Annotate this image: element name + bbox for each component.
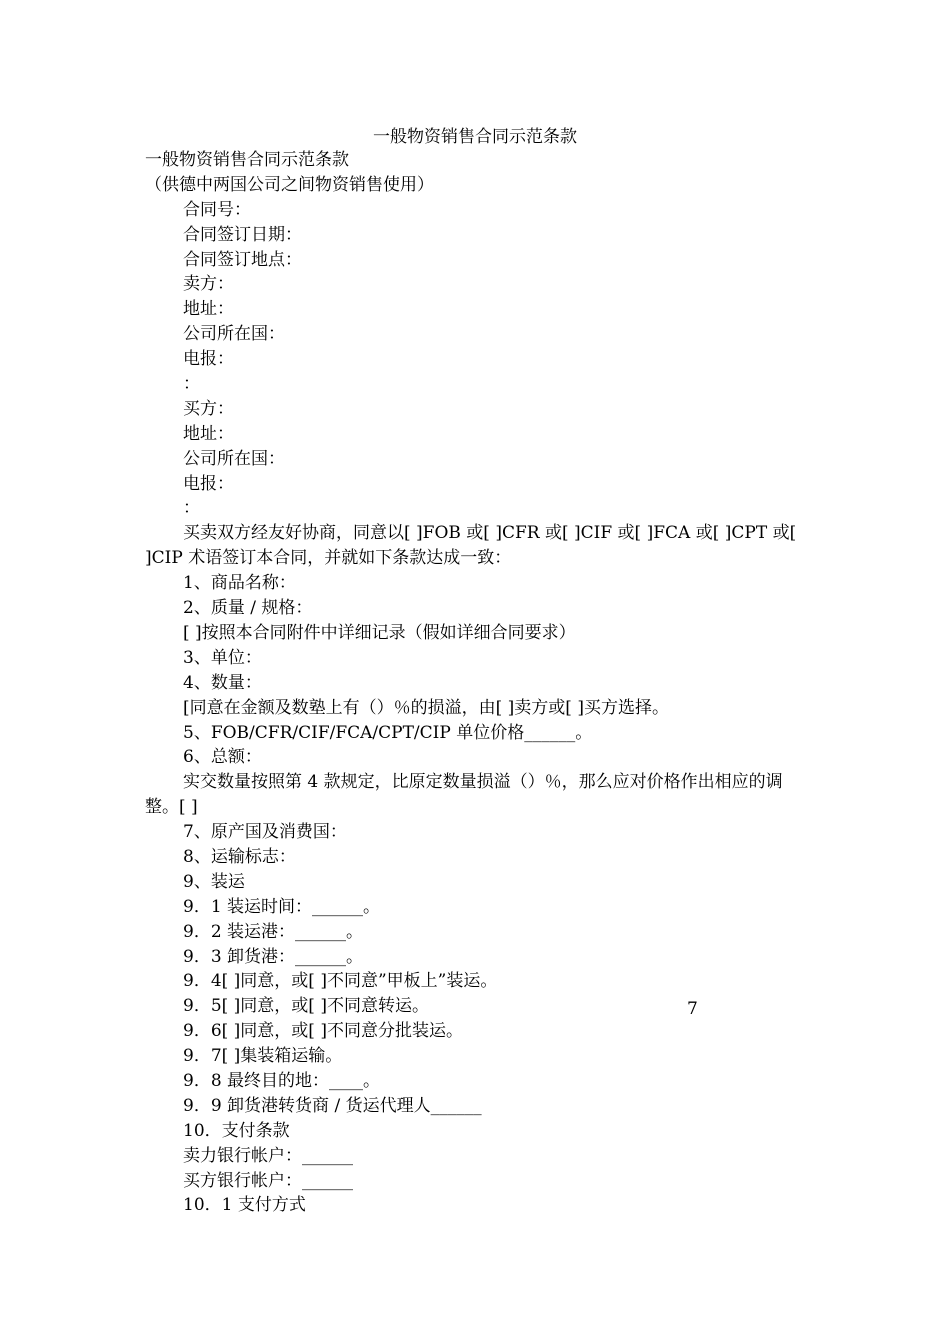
- field-buyer-address: 地址：: [183, 423, 234, 444]
- clause-item: 6、总额：: [183, 747, 262, 768]
- clause-item: 卖力银行帐户：______: [183, 1145, 353, 1166]
- field-seller-extra: ：: [183, 374, 200, 395]
- clause-item: [同意在金额及数塾上有（）％的损溢，由[ ]卖方或[ ]买方选择。: [183, 697, 669, 718]
- price-adjustment-paragraph: 实交数量按照第 4 款规定，比原定数量损溢（）％，那么应对价格作出相应的调整。[ ]: [145, 772, 783, 818]
- field-buyer-country: 公司所在国：: [183, 448, 285, 469]
- clause-item: 9．4[ ]同意，或[ ]不同意”甲板上”装运。: [183, 971, 498, 992]
- field-seller-address: 地址：: [183, 299, 234, 320]
- clause-item: 9．6[ ]同意，或[ ]不同意分批装运。: [183, 1021, 463, 1042]
- clause-item: 9．1 装运时间：______。: [183, 896, 381, 917]
- clause-item: 5、FOB/CFR/CIF/FCA/CPT/CIP 单位价格______。: [183, 722, 593, 743]
- clause-item: [ ]按照本合同附件中详细记录（假如详细合同要求）: [183, 622, 576, 643]
- clause-item: 9．9 卸货港转货商 / 货运代理人______: [183, 1095, 482, 1116]
- party-fields: [145, 198, 805, 522]
- field-seller: 卖方：: [183, 274, 234, 295]
- field-seller-country: 公司所在国：: [183, 324, 285, 345]
- clause-item: 9．5[ ]同意，或[ ]不同意转运。: [183, 996, 429, 1017]
- document-title: 一般物资销售合同示范条款: [373, 127, 577, 147]
- clause-item: 9．8 最终目的地：____。: [183, 1071, 381, 1092]
- clause-item: 10．1 支付方式: [183, 1195, 306, 1216]
- field-sign-place: 合同签订地点：: [183, 249, 302, 270]
- field-buyer: 买方：: [183, 398, 234, 419]
- clause-item: 9．7[ ]集装箱运输。: [183, 1046, 343, 1067]
- field-contract-number: 合同号：: [183, 199, 251, 220]
- clauses-part-a: [145, 571, 805, 770]
- clause-item: 4、数量：: [183, 672, 262, 693]
- page-number: 7: [687, 999, 698, 1019]
- field-buyer-extra: ：: [183, 498, 200, 519]
- clause-item: 10．支付条款: [183, 1120, 290, 1141]
- field-buyer-telegram: 电报：: [183, 473, 234, 494]
- clause-item: 8、运输标志：: [183, 847, 296, 867]
- field-sign-date: 合同签订日期：: [183, 224, 302, 245]
- document-body: [145, 148, 805, 1218]
- clause-item: 3、单位：: [183, 647, 262, 668]
- document-heading: 一般物资销售合同示范条款: [145, 150, 349, 170]
- clause-item: 9、装运: [183, 871, 245, 892]
- clause-item: 买方银行帐户：______: [183, 1170, 353, 1191]
- intro-paragraph: 买卖双方经友好协商，同意以[ ]FOB 或[ ]CFR 或[ ]CIF 或[ ]FCA 或[ ]CPT 或[ ]CIP 术语签订本合同，并就如下条款达成一致：: [145, 523, 797, 569]
- clause-item: 7、原产国及消费国：: [183, 822, 347, 843]
- clause-item: 1、商品名称：: [183, 573, 296, 594]
- clause-item: 2、质量 / 规格：: [183, 598, 313, 619]
- clause-item: 9．3 卸货港：______。: [183, 946, 364, 967]
- field-seller-telegram: 电报：: [183, 349, 234, 370]
- clause-item: 9．2 装运港：______。: [183, 921, 364, 942]
- document-subheading: （供德中两国公司之间物资销售使用）: [145, 174, 434, 195]
- clauses-part-b: [145, 820, 805, 1218]
